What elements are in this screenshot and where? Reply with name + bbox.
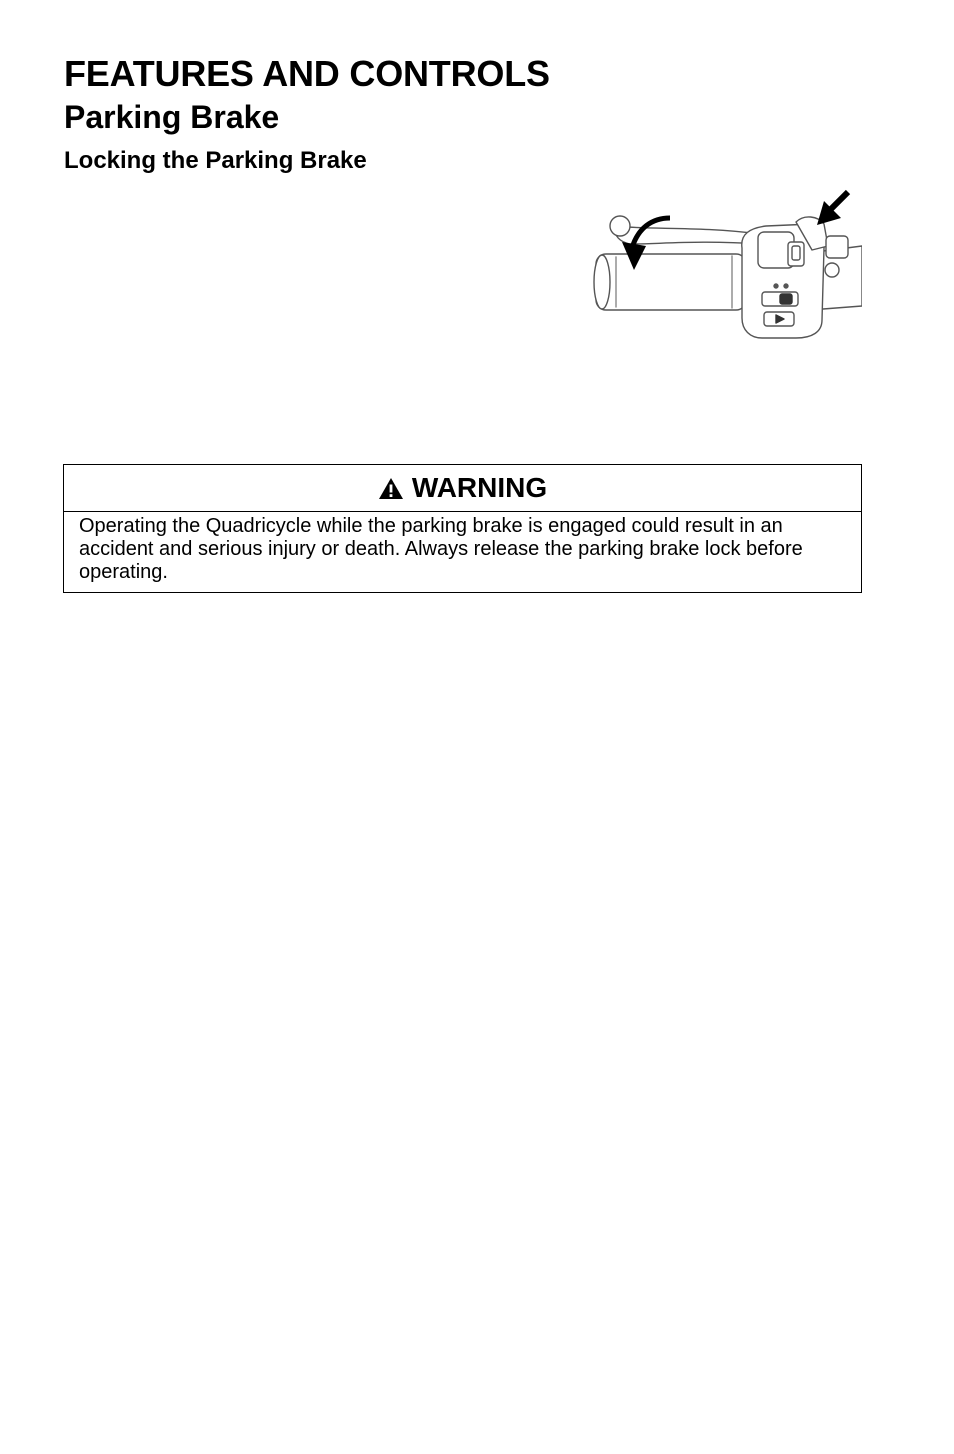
section-title: FEATURES AND CONTROLS: [64, 53, 550, 94]
warning-triangle-icon: [378, 477, 404, 500]
pointer-arrow-icon: [817, 192, 848, 225]
warning-header: [64, 465, 861, 512]
warning-title: WARNING: [411, 472, 548, 503]
handlebar-brake-lever-illustration: [590, 186, 862, 346]
subsection-title: Parking Brake: [64, 99, 280, 135]
warning-box: [63, 464, 862, 593]
handlebar-grip: [596, 254, 746, 310]
lever-ball-end: [610, 216, 630, 236]
subheading-locking: Locking the Parking Brake: [64, 147, 367, 174]
warning-text: Operating the Quadricycle while the parking brake is engaged could result in an accident and serious injury or death. Always release the parking brake lock before operating.: [79, 515, 803, 583]
